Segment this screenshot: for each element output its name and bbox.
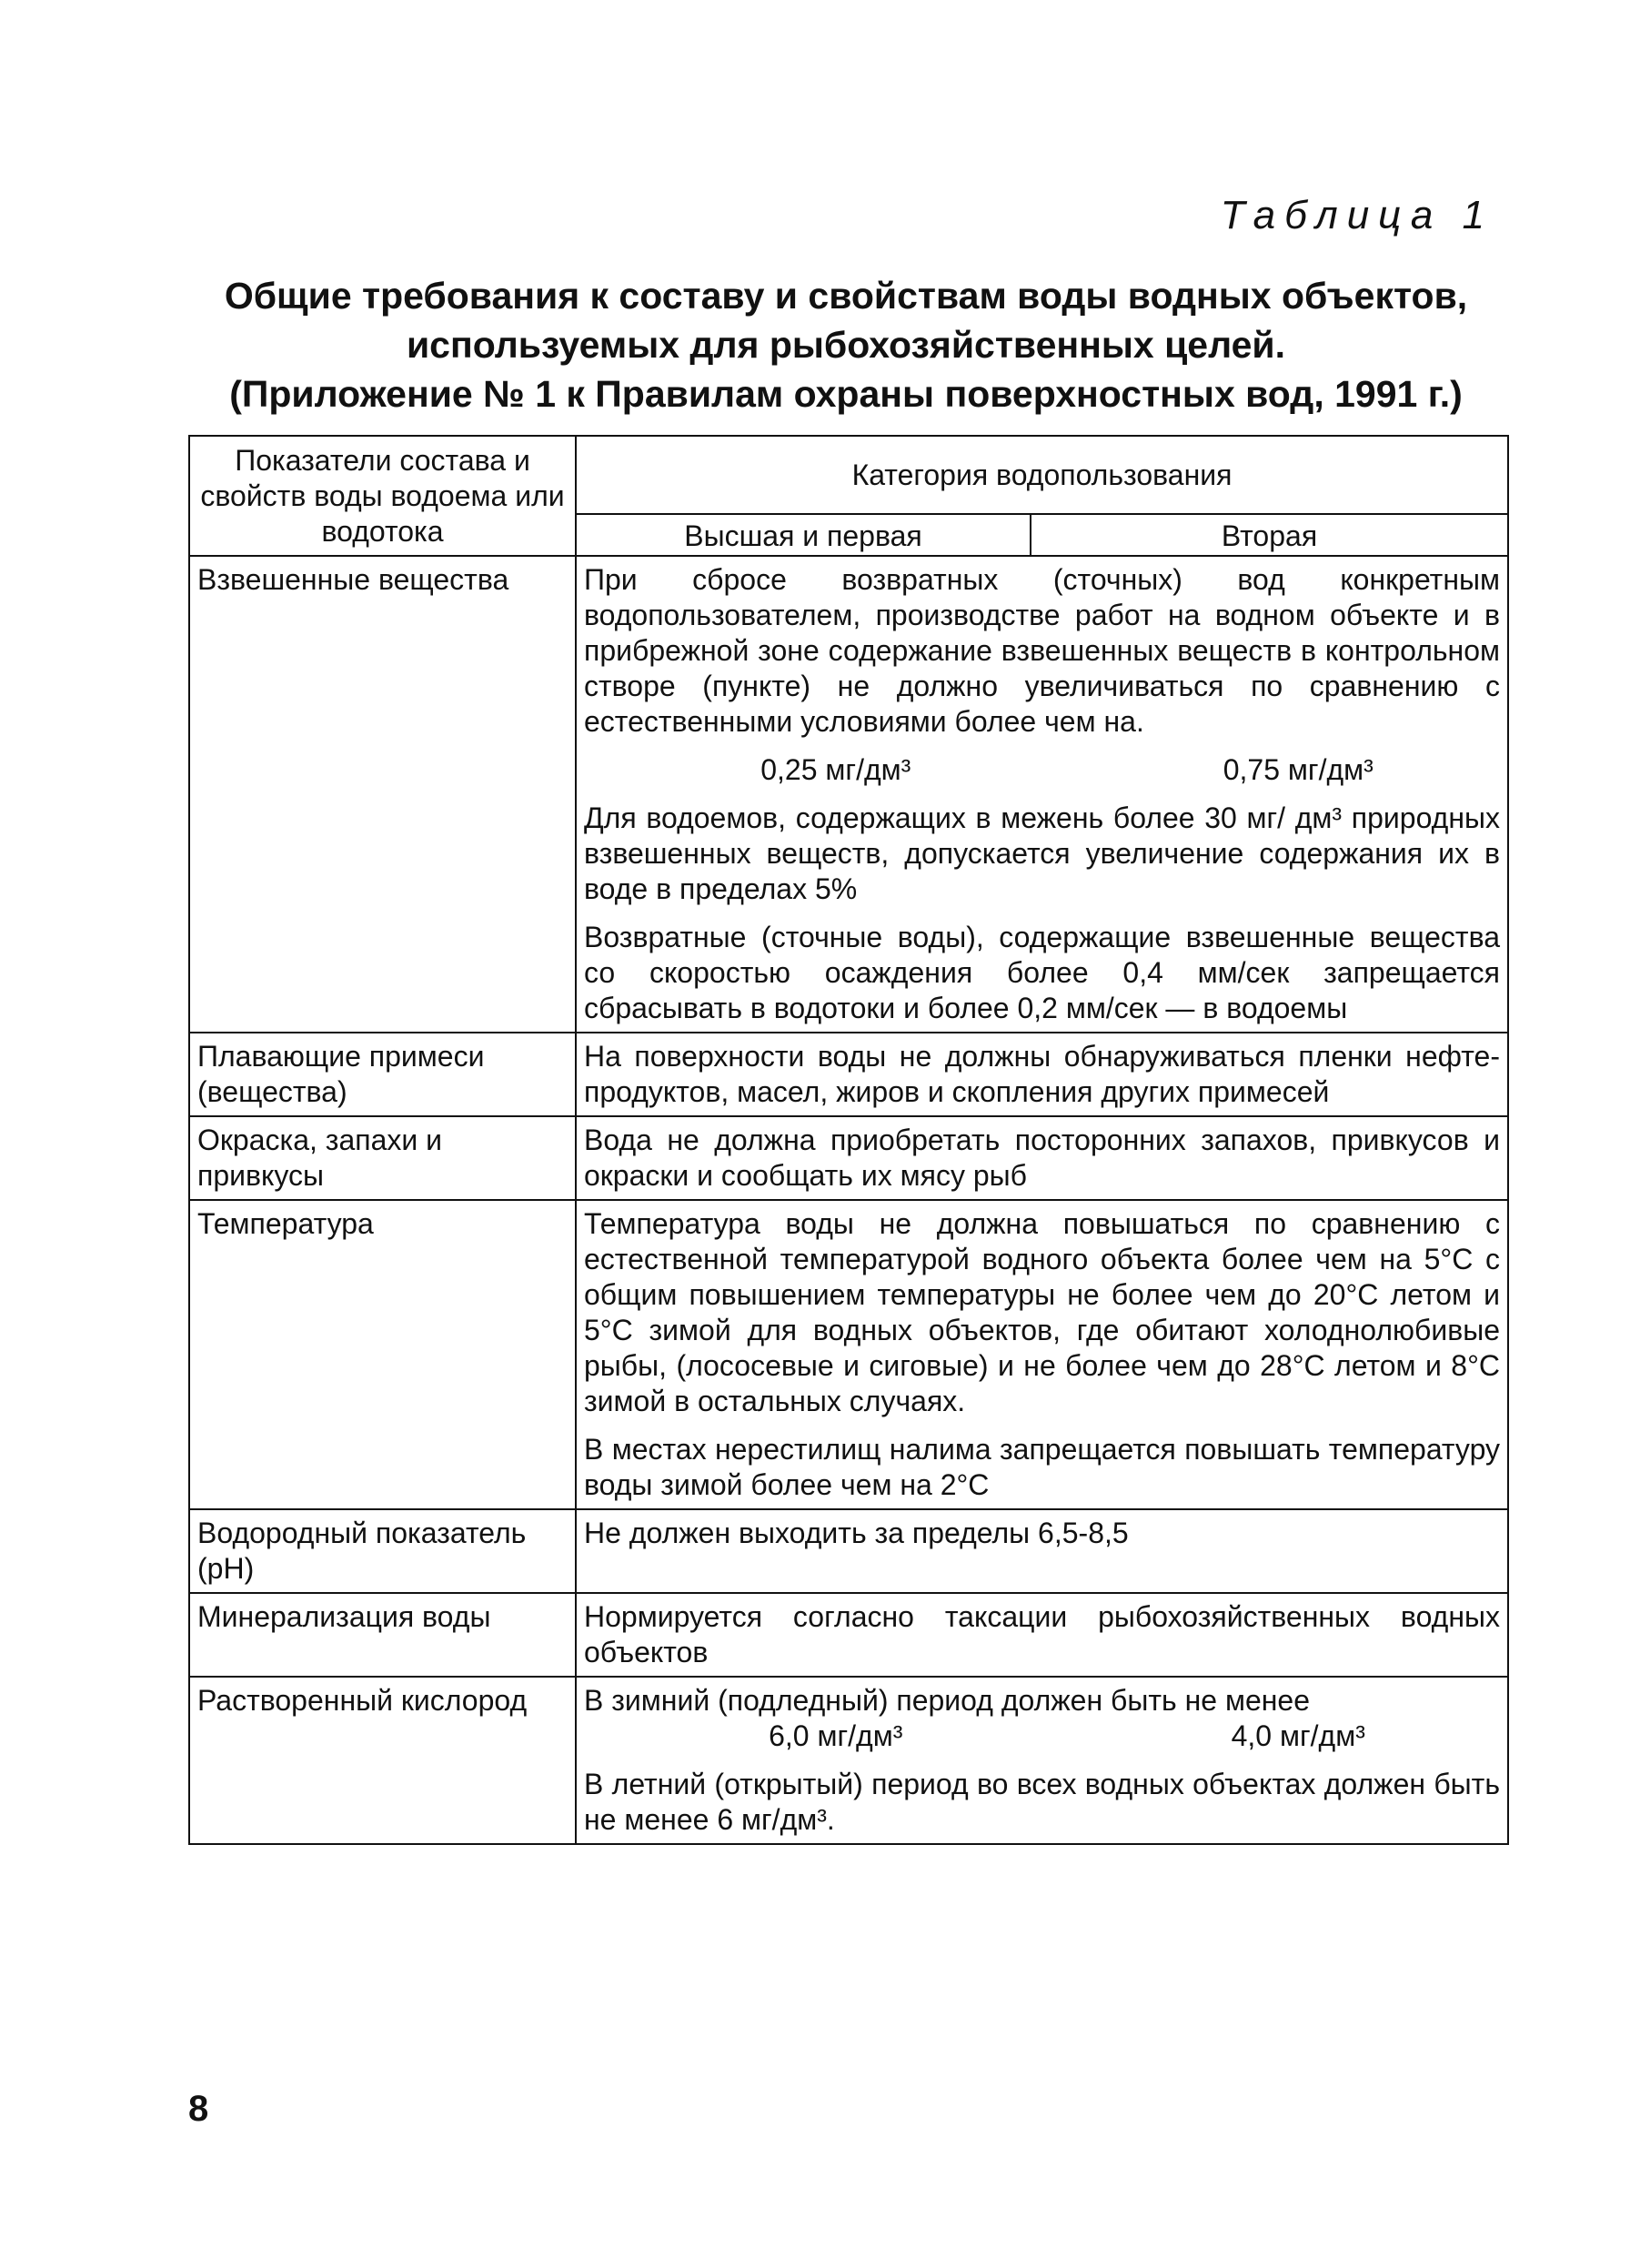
row-text-ph: Не должен выходить за пределы 6,5-8,5	[576, 1509, 1508, 1593]
table-row	[189, 1116, 1508, 1200]
oxygen-value-first: 6,0 мг/дм³	[769, 1719, 903, 1752]
temperature-paragraph-1: Температура воды не должна повышаться по сравнению с естественной температурой водного объекта более чем на 5°C с общим повышением температуры не более чем до 20°C летом и 5°C зимой для водных объектов, где обитают холоднолюбивые рыбы, (лососевые и сиговые) и не более чем до 28°C летом и 8°C зимой в остальных случаях.	[584, 1207, 1500, 1417]
header-indicator: Показатели состава и свойств воды водоема или водотока	[189, 436, 576, 556]
row-name-color-smell: Окраска, запахи и привкусы	[189, 1116, 576, 1200]
header-second: Вторая	[1031, 514, 1508, 556]
oxygen-paragraph-2: В летний (открытый) период во всех водных объектах должен быть не менее 6 мг/дм³.	[584, 1768, 1500, 1836]
row-text-color-smell: Вода не должна приобретать посторонних запахов, привкусов и окраски и сообщать их мясу рыб	[576, 1116, 1508, 1200]
suspended-paragraph-3: Возвратные (сточные воды), содержащие взвешенные вещества со скоростью осаждения более 0,4 мм/сек запрещается сбрасывать в водотоки и более 0,2 мм/сек — в водоемы	[584, 921, 1500, 1024]
row-text-temperature	[576, 1200, 1508, 1509]
row-name-temperature: Температура	[189, 1200, 576, 1509]
table-row	[189, 1200, 1508, 1509]
table-row	[189, 1677, 1508, 1844]
suspended-values	[584, 752, 1500, 788]
title-line-1: Общие требования к составу и свойствам воды водных объектов,	[224, 275, 1468, 317]
row-text-oxygen	[576, 1677, 1508, 1844]
title-line-2: используемых для рыбохозяйственных целей.	[406, 324, 1286, 366]
row-name-mineral: Минерализация воды	[189, 1593, 576, 1677]
row-name-suspended: Взвешенные вещества	[189, 556, 576, 1033]
row-text-floating: На поверхности воды не должны обнаруживаться пленки нефте-продуктов, масел, жиров и скопления других примесей	[576, 1033, 1508, 1116]
row-name-floating: Плавающие примеси (вещества)	[189, 1033, 576, 1116]
oxygen-values	[584, 1719, 1500, 1754]
table-row	[189, 556, 1508, 1033]
header-highest-first: Высшая и первая	[576, 514, 1031, 556]
document-title	[182, 271, 1510, 418]
row-text-suspended	[576, 556, 1508, 1033]
requirements-table	[188, 435, 1509, 1845]
table-header-row	[189, 436, 1508, 514]
title-line-3: (Приложение № 1 к Правилам охраны поверхностных вод, 1991 г.)	[229, 373, 1463, 415]
oxygen-paragraph-1: В зимний (подледный) период должен быть не менее	[584, 1684, 1310, 1717]
table-row	[189, 1033, 1508, 1116]
suspended-paragraph-2: Для водоемов, содержащих в межень более 30 мг/ дм³ природных взвешенных веществ, допускается увеличение содержания их в воде в пределах 5%	[584, 801, 1500, 905]
table-label: Таблица 1	[1220, 193, 1494, 237]
page-number: 8	[188, 2089, 209, 2129]
suspended-paragraph-1: При сбросе возвратных (сточных) вод конкретным водопользователем, производстве работ на водном объекте и в прибрежной зоне содержание взвешенных веществ в контрольном створе (пункте) не должно увеличиваться по сравнению с естественными условиями более чем на.	[584, 563, 1500, 738]
header-category: Категория водопользования	[576, 436, 1508, 514]
suspended-value-first: 0,25 мг/дм³	[760, 753, 911, 786]
oxygen-value-second: 4,0 мг/дм³	[1231, 1719, 1365, 1752]
row-name-ph: Водородный показатель (pH)	[189, 1509, 576, 1593]
row-name-oxygen: Растворенный кислород	[189, 1677, 576, 1844]
row-text-mineral: Нормируется согласно таксации рыбохозяйственных водных объектов	[576, 1593, 1508, 1677]
table-row	[189, 1593, 1508, 1677]
temperature-paragraph-2: В местах нерестилищ налима запрещается повышать температуру воды зимой более чем на 2°C	[584, 1433, 1500, 1501]
table-row	[189, 1509, 1508, 1593]
suspended-value-second: 0,75 мг/дм³	[1222, 753, 1373, 786]
